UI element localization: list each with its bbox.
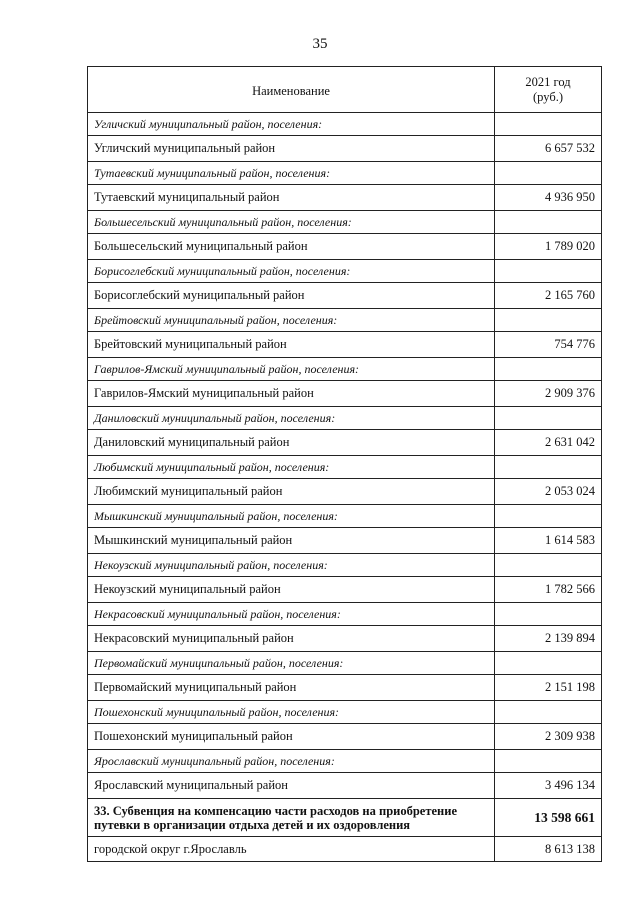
row-name: Мышкинский муниципальный район bbox=[88, 528, 495, 554]
row-value: 6 657 532 bbox=[495, 136, 602, 162]
row-value: 2 151 198 bbox=[495, 675, 602, 701]
group-header-label: Некрасовский муниципальный район, поселения: bbox=[88, 603, 495, 626]
table-row bbox=[88, 283, 602, 309]
table-row bbox=[88, 724, 602, 750]
row-name: Некоузский муниципальный район bbox=[88, 577, 495, 603]
row-value: 8 613 138 bbox=[495, 837, 602, 862]
row-value: 1 614 583 bbox=[495, 528, 602, 554]
column-header-year bbox=[495, 67, 602, 113]
group-header-label: Любимский муниципальный район, поселения: bbox=[88, 456, 495, 479]
group-header-label: Первомайский муниципальный район, поселения: bbox=[88, 652, 495, 675]
group-header-row bbox=[88, 407, 602, 430]
subsidy-table bbox=[87, 66, 602, 862]
group-header-row bbox=[88, 652, 602, 675]
row-value: 2 631 042 bbox=[495, 430, 602, 456]
group-header-row bbox=[88, 309, 602, 332]
group-header-empty-cell bbox=[495, 701, 602, 724]
page-number: 35 bbox=[312, 36, 328, 52]
group-header-label: Угличский муниципальный район, поселения: bbox=[88, 113, 495, 136]
row-value: 2 139 894 bbox=[495, 626, 602, 652]
row-value: 2 309 938 bbox=[495, 724, 602, 750]
table-row bbox=[88, 479, 602, 505]
row-name: Большесельский муниципальный район bbox=[88, 234, 495, 260]
table-row bbox=[88, 626, 602, 652]
row-value: 4 936 950 bbox=[495, 185, 602, 211]
total-label-line2: путевки в организации отдыха детей и их оздоровления bbox=[94, 817, 411, 832]
column-header-unit: (руб.) bbox=[533, 89, 563, 104]
group-header-empty-cell bbox=[495, 162, 602, 185]
row-value: 2 053 024 bbox=[495, 479, 602, 505]
row-value: 3 496 134 bbox=[495, 773, 602, 799]
group-header-row bbox=[88, 260, 602, 283]
column-header-year-label: 2021 год bbox=[525, 74, 571, 89]
total-label bbox=[88, 799, 495, 837]
group-header-row bbox=[88, 750, 602, 773]
row-value: 2 909 376 bbox=[495, 381, 602, 407]
row-name: Ярославский муниципальный район bbox=[88, 773, 495, 799]
group-header-empty-cell bbox=[495, 505, 602, 528]
group-header-empty-cell bbox=[495, 750, 602, 773]
group-header-empty-cell bbox=[495, 309, 602, 332]
row-name: Угличский муниципальный район bbox=[88, 136, 495, 162]
group-header-empty-cell bbox=[495, 358, 602, 381]
row-value: 1 782 566 bbox=[495, 577, 602, 603]
group-header-empty-cell bbox=[495, 456, 602, 479]
table-row bbox=[88, 577, 602, 603]
group-header-label: Ярославский муниципальный район, поселения: bbox=[88, 750, 495, 773]
group-header-row bbox=[88, 211, 602, 234]
group-header-label: Мышкинский муниципальный район, поселения: bbox=[88, 505, 495, 528]
row-name: Даниловский муниципальный район bbox=[88, 430, 495, 456]
row-value: 2 165 760 bbox=[495, 283, 602, 309]
row-name: Тутаевский муниципальный район bbox=[88, 185, 495, 211]
group-header-empty-cell bbox=[495, 652, 602, 675]
group-header-empty-cell bbox=[495, 211, 602, 234]
table-row bbox=[88, 234, 602, 260]
row-name: Пошехонский муниципальный район bbox=[88, 724, 495, 750]
group-header-label: Большесельский муниципальный район, поселения: bbox=[88, 211, 495, 234]
group-header-label: Брейтовский муниципальный район, поселения: bbox=[88, 309, 495, 332]
total-row bbox=[88, 799, 602, 837]
table-row bbox=[88, 381, 602, 407]
group-header-empty-cell bbox=[495, 260, 602, 283]
table-row bbox=[88, 136, 602, 162]
row-name: Борисоглебский муниципальный район bbox=[88, 283, 495, 309]
column-header-name: Наименование bbox=[88, 67, 495, 113]
group-header-label: Пошехонский муниципальный район, поселения: bbox=[88, 701, 495, 724]
total-label-line1: 33. Субвенция на компенсацию части расходов на приобретение bbox=[94, 803, 457, 818]
group-header-label: Некоузский муниципальный район, поселения: bbox=[88, 554, 495, 577]
group-header-row bbox=[88, 701, 602, 724]
group-header-label: Тутаевский муниципальный район, поселения: bbox=[88, 162, 495, 185]
group-header-label: Борисоглебский муниципальный район, поселения: bbox=[88, 260, 495, 283]
row-value: 1 789 020 bbox=[495, 234, 602, 260]
group-header-label: Даниловский муниципальный район, поселения: bbox=[88, 407, 495, 430]
total-value: 13 598 661 bbox=[495, 799, 602, 837]
table-row bbox=[88, 675, 602, 701]
row-name: Некрасовский муниципальный район bbox=[88, 626, 495, 652]
row-name: Брейтовский муниципальный район bbox=[88, 332, 495, 358]
group-header-row bbox=[88, 358, 602, 381]
table-row bbox=[88, 528, 602, 554]
row-value: 754 776 bbox=[495, 332, 602, 358]
group-header-row bbox=[88, 603, 602, 626]
table-header-row bbox=[88, 67, 602, 113]
group-header-empty-cell bbox=[495, 113, 602, 136]
table-body bbox=[88, 113, 602, 862]
table-row bbox=[88, 773, 602, 799]
group-header-label: Гаврилов-Ямский муниципальный район, поселения: bbox=[88, 358, 495, 381]
group-header-row bbox=[88, 113, 602, 136]
row-name: Любимский муниципальный район bbox=[88, 479, 495, 505]
table-row bbox=[88, 430, 602, 456]
group-header-row bbox=[88, 505, 602, 528]
group-header-row bbox=[88, 456, 602, 479]
group-header-empty-cell bbox=[495, 603, 602, 626]
row-name: Гаврилов-Ямский муниципальный район bbox=[88, 381, 495, 407]
group-header-empty-cell bbox=[495, 407, 602, 430]
table-row bbox=[88, 837, 602, 862]
group-header-empty-cell bbox=[495, 554, 602, 577]
table-row bbox=[88, 332, 602, 358]
group-header-row bbox=[88, 554, 602, 577]
row-name: городской округ г.Ярославль bbox=[88, 837, 495, 862]
row-name: Первомайский муниципальный район bbox=[88, 675, 495, 701]
table-row bbox=[88, 185, 602, 211]
group-header-row bbox=[88, 162, 602, 185]
